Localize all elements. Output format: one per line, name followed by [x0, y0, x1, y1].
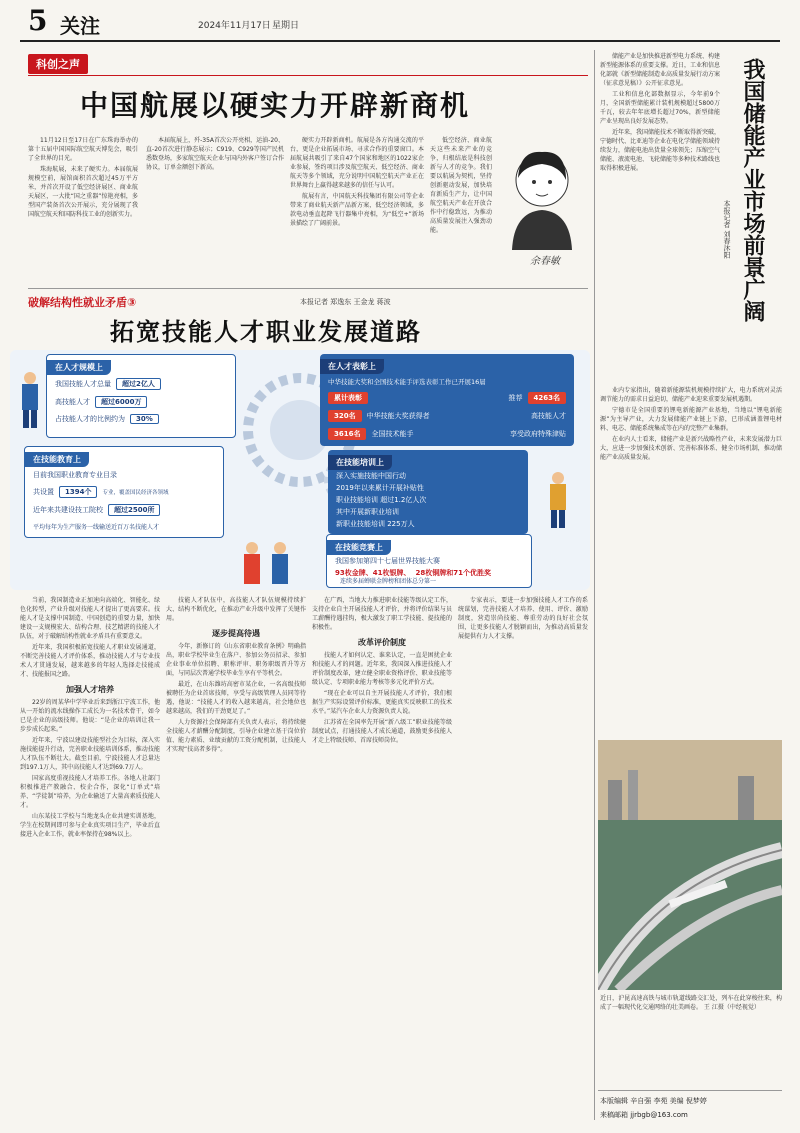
stat-row [47, 393, 235, 411]
top-para: 低空经济、商业航天这些未来产业的竞争，归根结底是科技创新与人才的竞争。我们要以航展为契机，坚持创新驱动发展，加快培育新质生产力，让中国航空航天产业在开放合作中行稳致远，为推动高质量发展注入强劲动能。 [430, 137, 492, 234]
body-para: 人力资源社会保障部有关负责人表示，将持续健全技能人才薪酬分配制度，引导企业建立基于岗位价值、能力素质、业绩贡献的工资分配机制，让技能人才实现“技高者多得”。 [166, 719, 306, 753]
awards-lead: 中华技能大奖和全国技术能手评选表彰工作已开展16届 [328, 378, 486, 386]
stat-label: 近年来共建设技工院校 [33, 506, 103, 514]
training-row: 2019年以来累计开展补贴性 [336, 484, 424, 492]
worker-figure-icon [18, 370, 42, 430]
stat-label: 我国技能人才总量 [55, 380, 111, 388]
medal-stat: 93枚金牌、41枚银牌、 [335, 569, 411, 577]
stat-label: 累计表彰 [328, 392, 368, 404]
training-row: 新职业技能培训 225万人 [336, 520, 415, 528]
top-para: 航展有言，中国航天科技集团有限公司等企业带来了商业航天新产品新方案，低空经济领域，多款电动垂直起降飞行器集中亮相，为“低空+”新场景描绘了广阔前景。 [290, 193, 424, 227]
stat-value: 320名 [328, 410, 362, 422]
box-title: 在技能教育上 [25, 452, 89, 467]
training-row: 其中开展新职业培训 [336, 508, 399, 516]
feature-para: 宁德市是全国重要的锂电新能源产业基地，当地以“锂电新能源”为主导产业，大力发展储能产业链上下游，已形成涵盖锂电材料、电芯、储能系统集成等在内的完整产业集群。 [600, 407, 782, 432]
feature-text-top [600, 52, 720, 382]
top-para: 11月12日至17日在广东珠海举办的第十五届中国国际航空航天博览会，吸引了全世界的目光。 [28, 137, 138, 162]
stat-value: 4263名 [528, 392, 566, 404]
photo-caption: 近日，沪昆高速高铁与城市轨道线路交汇处，列车在此穿梭往来，构成了一幅现代化交通网络的壮美画卷。 王 江摄（中经视觉） [600, 995, 782, 1011]
body-para: 近年来，宁波以建设技能型社会为目标，深入实施技能提升行动，完善职业技能培训体系，推动技能人才队伍不断壮大。截至目前，宁波技能人才总量达到197.1万人，其中高技能人才达到69.7万人。 [20, 737, 160, 771]
footer-editors: 本版编辑 辛自强 李苑 美编 倪梦婷 [600, 1097, 707, 1105]
top-story-divider [28, 288, 588, 289]
box-title: 在技能培训上 [328, 455, 392, 470]
box-title: 在人才规模上 [47, 360, 111, 375]
feature-para: 在业内人士看来，储能产业是新兴战略性产业，未来发展潜力巨大，应进一步加强技术创新、完善标准体系、健全市场机制，推动储能产业高质量发展。 [600, 436, 782, 461]
author-signature: 余春敏 [530, 256, 560, 267]
stat-label: 平均每年为生产服务一线输送近百万名技能人才 [33, 524, 160, 531]
top-story-text-3 [290, 136, 424, 284]
column-divider [594, 50, 595, 1120]
top-para: 珠海航展，未来了硬实力。本届航展规模空前，展馆面积首次超过45万平方米，并首次开设了低空经济展区、商业航天展区，一大批“国之重器”惊艳亮相，多型国产装备首次公开展示，充分展现了我国航空航天和国防科技工业的创新实力。 [28, 166, 138, 218]
news-photo [598, 740, 782, 990]
subheading: 加强人才培养 [66, 685, 114, 694]
body-para: 专家表示，要进一步加强技能人才工作的系统谋划，完善技能人才培养、使用、评价、激励制度，营造崇尚技能、尊重劳动的良好社会氛围，让更多技能人才脱颖而出，为推动高质量发展提供有力人才支撑。 [458, 597, 588, 640]
column-tag-label: 科创之声 [36, 58, 80, 71]
footer-rule [598, 1090, 782, 1091]
box-title: 在技能竞赛上 [327, 540, 391, 555]
skills-column-2 [166, 596, 306, 1126]
feature-headline: 我国储能产业市场前景广阔 [740, 58, 766, 322]
top-para: 本届航展上，歼-35A首次公开亮相，运油-20、直-20首次进行静态展示；C919、C929等国产民机悉数登场，多家航空航天企业与国内外客户签订合作协议，订单金额创下新高。 [146, 137, 284, 171]
header-rule [20, 40, 780, 42]
stat-value: 30% [130, 414, 159, 424]
box-title: 在人才表彰上 [320, 359, 384, 374]
page-number: 5 [28, 4, 48, 37]
stat-value: 3616名 [328, 428, 366, 440]
body-para: 22岁的周某华中学毕业后来到浙江宁波工作，他从一开始的流水线操作工成长为一名技术骨干，如今已是企业的高级技师。他说：“是企业的培训让我一步步成长起来。” [20, 699, 160, 733]
medal-stat: 28枚铜牌和71个优胜奖 [415, 569, 491, 577]
stat-row [47, 375, 235, 393]
training-row: 职业技能培训 超过1.2亿人次 [336, 496, 427, 504]
footer-contact: 来稿邮箱 jjrbgb@163.com [600, 1111, 688, 1119]
stat-label: 全国技术能手 [371, 430, 414, 438]
worker-figure-icon [546, 470, 570, 530]
top-para: 硬实力开辟新商机。航展是各方沟通交流的平台，更是企业拓展市场、寻求合作的重要窗口。本届航展共吸引了来自47个国家和地区的1022家企业参展，签约项目涉及航空航天、低空经济、商业航天等多个领域，充分说明中国航空航天产业正在世界舞台上赢得越来越多的信任与认可。 [290, 137, 424, 189]
top-story-text-1 [28, 136, 138, 284]
body-para: 技能人才队伍中，高技能人才队伍规模持续扩大、结构不断优化，在推动产业升级中发挥了关键作用。 [166, 597, 306, 622]
skills-training-box [328, 450, 528, 534]
stat-label: 占技能人才的比例约为 [55, 415, 125, 423]
body-para: 江苏省在全国率先开展“新八级工”职业技能等级制度试点，打通技能人才成长通道，鼓励更多技能人才走上特级技师、首席技师岗位。 [312, 719, 452, 744]
skills-column-3 [312, 596, 452, 1126]
series-tag: 破解结构性就业矛盾③ [28, 296, 137, 309]
page-header [20, 4, 780, 40]
body-para: 技能人才如何认定、谁来认定，一直是困扰企业和技能人才的问题。近年来，我国深入推进技能人才评价制度改革，建立健全职业资格评价、职业技能等级认定、专项职业能力考核等多元化评价方式。 [312, 652, 452, 686]
author-portrait [500, 140, 584, 280]
skills-headline: 拓宽技能人才职业发展道路 [110, 317, 422, 346]
railway-city-photo [598, 740, 782, 990]
issue-date: 2024年11月17日 [198, 21, 271, 31]
top-story-text-2 [146, 136, 284, 284]
body-para: “现在企业可以自主开展技能人才评价，我们根据生产实际设置评价标准，更能真实反映职工的技术水平。”某汽车企业人力资源负责人说。 [312, 690, 452, 715]
body-para: 当前，我国制造业正加速向高端化、智能化、绿色化转型，产业升级对技能人才提出了更高要求。技能人才是支撑中国制造、中国创造的重要力量，加快建设一支规模宏大、结构合理、技艺精湛的技能人才队伍，对于破解结构性就业矛盾具有重要意义。 [20, 597, 160, 640]
skills-education-box [24, 446, 224, 538]
feature-para: 近年来，我国储能技术不断取得新突破，宁德时代、比亚迪等企业在电化学储能领域持续发力，储能电池出货量全球领先；压缩空气储能、液流电池、飞轮储能等多种技术路线也取得积极进展。 [600, 129, 720, 172]
column-tag-rule [28, 75, 588, 76]
skills-byline: 本报记者 郑逸东 王金龙 蒋波 [300, 298, 391, 306]
portrait-illustration [500, 140, 584, 250]
feature-text-bottom [600, 386, 782, 736]
stat-label: 共设置 [33, 488, 54, 496]
body-para: 国家高度重视技能人才培养工作。各地人社部门积极推进产教融合、校企合作，深化“订单式”培养、“学徒制”培养，为企业输送了大量高素质技能人才。 [20, 775, 160, 809]
workers-group-icon [238, 540, 298, 590]
stat-suffix: 专业，覆盖国民经济各领域 [102, 490, 169, 496]
stat-value: 1394个 [59, 486, 97, 498]
infographic [10, 350, 590, 590]
competition-lead: 我国参加第四十七届世界技能大赛 [335, 557, 440, 565]
stat-row [47, 411, 235, 427]
feature-byline: 本报记者 刘春沐阳 [723, 200, 731, 259]
stat-label: 中华技能大奖获得者 [366, 412, 430, 420]
body-para: 最近，在山东潍坊高密市某企业，一名高级技师被聘任为企业首席技师，享受与高级管理人员同等待遇，他说：“技能人才的收入越来越高，社会地位也越来越高，我们的干劲更足了。” [166, 681, 306, 715]
stat-label: 高技能人才 [55, 398, 90, 406]
stat-row [25, 519, 223, 534]
stat-row [25, 483, 223, 501]
body-para: 今年，新修订的《山东省职业教育条例》明确指出，职业学校毕业生在落户、参加公务员招录、参加企业事业单位招聘、职称评审、职务职级晋升等方面，与同层次普通学校毕业生享有平等机会。 [166, 643, 306, 677]
stat-row [320, 389, 574, 407]
stat-value: 超过2亿人 [116, 378, 161, 390]
subheading: 改革评价制度 [358, 638, 406, 647]
section-name: 关注 [60, 14, 100, 38]
top-story-text-4 [430, 136, 492, 284]
stat-row [320, 425, 574, 443]
column-tag [28, 54, 88, 74]
stat-row [320, 407, 574, 425]
stat-value: 超过2500所 [108, 504, 160, 516]
body-para: 山东某技工学校与当地龙头企业共建实训基地，学生在校期间即可参与企业真实项目生产，毕业后直接进入企业工作，就业率保持在98%以上。 [20, 813, 160, 838]
feature-para: 业内专家指出，随着新能源装机规模持续扩大，电力系统对灵活调节能力的需求日益迫切，储能产业迎来重要发展机遇期。 [600, 387, 782, 403]
feature-para: 储能产业是加快推进新型电力系统、构建新型能源体系的重要支撑。近日，工业和信息化部就《新型储能制造业高质量发展行动方案（征求意见稿）》公开征求意见。 [600, 53, 720, 87]
stat-label: 享受政府特殊津贴 [510, 430, 566, 438]
talent-scale-box [46, 354, 236, 438]
stat-value: 超过6000万 [95, 396, 147, 408]
body-para: 在广西，当地大力推进职业技能等级认定工作，支持企业自主开展技能人才评价，并将评价结果与员工薪酬待遇挂钩，极大激发了职工学技能、提技能的积极性。 [312, 597, 452, 631]
competition-footer: 连续多届蝉联金牌榜和团体总分第一 [340, 578, 437, 585]
education-lead: 目前我国职业教育专业目录 [33, 471, 117, 479]
issue-weekday: 星期日 [272, 21, 300, 31]
talent-awards-box [320, 354, 574, 446]
top-headline: 中国航展以硬实力开辟新商机 [80, 89, 471, 122]
stat-label: 推荐 [508, 394, 523, 402]
feature-para: 工业和信息化部数据显示，今年前9个月，全国新型储能累计装机规模超过5800万千瓦，较去年年底增长超过70%，新型储能产业呈现出良好发展态势。 [600, 91, 720, 125]
subheading: 逐步提高待遇 [212, 629, 260, 638]
skills-column-4 [458, 596, 588, 1126]
stat-row [25, 501, 223, 519]
skills-column-1 [20, 596, 160, 1126]
stat-label: 高技能人才 [531, 412, 566, 420]
training-row: 深入实施技能中国行动 [336, 472, 406, 480]
body-para: 近年来，我国积极拓宽技能人才职业发展通道，不断完善技能人才评价体系，推动技能人才与专业技术人才贯通发展，越来越多的年轻人选择走技能成才、技能报国之路。 [20, 644, 160, 678]
